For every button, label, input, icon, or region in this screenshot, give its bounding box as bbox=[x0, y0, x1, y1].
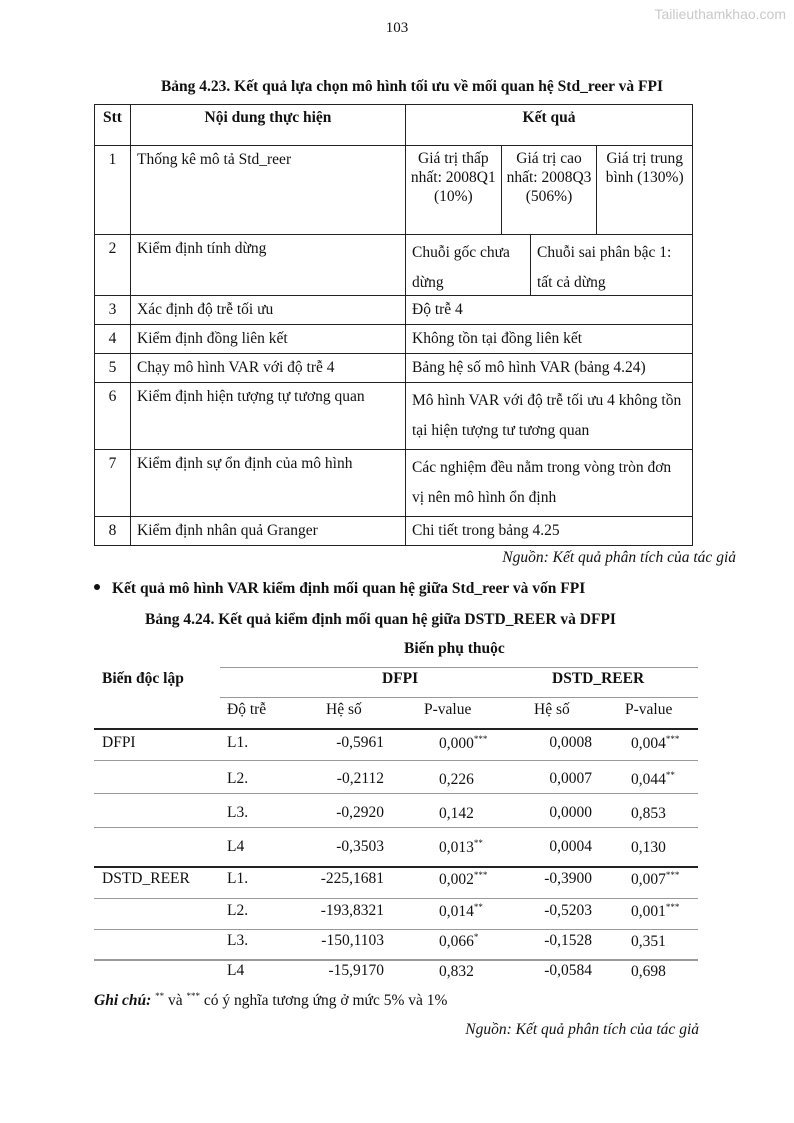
table-row bbox=[95, 146, 693, 235]
stt-cell: 4 bbox=[95, 325, 131, 354]
pvalue-header-dstd-reer: P-value bbox=[625, 701, 673, 718]
note-label: Ghi chú: bbox=[94, 992, 152, 1010]
stt-cell: 1 bbox=[95, 146, 131, 235]
table-note bbox=[94, 991, 447, 1010]
lag-value: L1. bbox=[227, 870, 249, 887]
table-4-24 bbox=[94, 640, 700, 985]
content-cell: Kiểm định tính dừng bbox=[131, 235, 406, 296]
table-4-24-caption: Bảng 4.24. Kết quả kiểm định mối quan hệ giữa DSTD_REER và DFPI bbox=[145, 611, 616, 628]
note-text: có ý nghĩa tương ứng ở mức 5% và 1% bbox=[203, 992, 448, 1010]
pvalue-dfpi: 0,014** bbox=[439, 902, 483, 921]
lag-header: Độ trễ bbox=[227, 701, 267, 718]
independent-variable-label: Biến độc lập bbox=[102, 670, 184, 687]
max-value: Giá trị cao nhất: 2008Q3 (506%) bbox=[501, 146, 597, 234]
group-dfpi-header: DFPI bbox=[382, 670, 419, 687]
pvalue-dfpi: 0,013** bbox=[439, 838, 483, 857]
table-4-23 bbox=[94, 104, 693, 546]
watermark: Tailieuthamkhao.com bbox=[654, 6, 786, 22]
coef-dfpi: -225,1681 bbox=[320, 870, 384, 887]
pvalue-dstd-reer: 0,351 bbox=[631, 933, 666, 951]
pvalue-dfpi: 0,832 bbox=[439, 963, 474, 981]
coef-header-dfpi: Hệ số bbox=[326, 701, 362, 718]
pvalue-dfpi: 0,000*** bbox=[439, 734, 488, 753]
content-cell: Kiểm định sự ổn định của mô hình bbox=[131, 450, 406, 517]
header-result: Kết quả bbox=[406, 105, 693, 146]
table-row bbox=[95, 383, 693, 450]
avg-value: Giá trị trung bình (130%) bbox=[596, 146, 692, 234]
lag-value: L1. bbox=[227, 734, 249, 751]
lag-value: L2. bbox=[227, 902, 249, 919]
coef-dfpi: -0,5961 bbox=[336, 734, 384, 751]
lag-value: L4 bbox=[227, 962, 245, 979]
result-cell: Các nghiệm đều nằm trong vòng tròn đơn vị nên mô hình ổn định bbox=[406, 450, 693, 517]
page-number: 103 bbox=[385, 20, 409, 36]
pvalue-dstd-reer: 0,130 bbox=[631, 839, 666, 857]
table-row bbox=[95, 325, 693, 354]
lag-value: L3. bbox=[227, 932, 249, 949]
pvalue-header-dfpi: P-value bbox=[424, 701, 472, 718]
table-row bbox=[95, 235, 693, 296]
variable-name: DSTD_REER bbox=[102, 870, 190, 887]
content-cell: Kiểm định đồng liên kết bbox=[131, 325, 406, 354]
content-cell: Chạy mô hình VAR với độ trễ 4 bbox=[131, 354, 406, 383]
table-4-23-caption: Bảng 4.23. Kết quả lựa chọn mô hình tối ưu về mối quan hệ Std_reer và FPI bbox=[160, 78, 664, 95]
result-cell: Bảng hệ số mô hình VAR (bảng 4.24) bbox=[406, 354, 693, 383]
pvalue-dstd-reer: 0,698 bbox=[631, 963, 666, 981]
stt-cell: 5 bbox=[95, 354, 131, 383]
pvalue-dstd-reer: 0,001*** bbox=[631, 902, 680, 921]
content-cell: Kiểm định nhân quả Granger bbox=[131, 517, 406, 546]
header-content: Nội dung thực hiện bbox=[131, 105, 406, 146]
pvalue-dfpi: 0,066* bbox=[439, 932, 479, 951]
table-4-24-source: Nguồn: Kết quả phân tích của tác giả bbox=[465, 1021, 699, 1038]
coef-dstd-reer: -0,5203 bbox=[544, 902, 592, 919]
pvalue-dstd-reer: 0,004*** bbox=[631, 734, 680, 753]
coef-dstd-reer: -0,3900 bbox=[544, 870, 592, 887]
coef-dstd-reer: 0,0007 bbox=[549, 770, 592, 787]
content-cell: Kiểm định hiện tượng tự tương quan bbox=[131, 383, 406, 450]
note-mid: và bbox=[168, 992, 183, 1010]
dependent-variable-label: Biến phụ thuộc bbox=[404, 640, 505, 657]
coef-dfpi: -150,1103 bbox=[321, 932, 384, 949]
result-cell bbox=[406, 146, 693, 235]
note-sup-1pct: *** bbox=[186, 991, 201, 1001]
table-row bbox=[95, 517, 693, 546]
stt-cell: 7 bbox=[95, 450, 131, 517]
stt-cell: 8 bbox=[95, 517, 131, 546]
table-row bbox=[95, 450, 693, 517]
coef-dfpi: -0,3503 bbox=[336, 838, 384, 855]
coef-dfpi: -0,2112 bbox=[336, 770, 384, 787]
result-cell: Mô hình VAR với độ trễ tối ưu 4 không tồn tại hiện tượng tư tương quan bbox=[406, 383, 693, 450]
result-cell bbox=[406, 235, 693, 296]
group-dstd-reer-header: DSTD_REER bbox=[552, 670, 645, 687]
table-row bbox=[95, 354, 693, 383]
coef-header-dstd-reer: Hệ số bbox=[534, 701, 570, 718]
content-cell: Thống kê mô tả Std_reer bbox=[131, 146, 406, 235]
differenced-series-result: Chuỗi sai phân bậc 1: tất cả dừng bbox=[530, 235, 692, 295]
bullet-dot bbox=[94, 584, 100, 590]
bullet-heading bbox=[94, 580, 585, 598]
table-4-23-source: Nguồn: Kết quả phân tích của tác giả bbox=[502, 549, 736, 566]
coef-dstd-reer: 0,0008 bbox=[549, 734, 592, 751]
pvalue-dstd-reer: 0,044** bbox=[631, 770, 675, 789]
header-stt: Stt bbox=[95, 105, 131, 146]
coef-dfpi: -15,9170 bbox=[328, 962, 384, 979]
coef-dstd-reer: -0,1528 bbox=[544, 932, 592, 949]
note-sup-5pct: ** bbox=[155, 991, 165, 1001]
coef-dfpi: -0,2920 bbox=[336, 804, 384, 821]
pvalue-dstd-reer: 0,007*** bbox=[631, 870, 680, 889]
pvalue-dfpi: 0,226 bbox=[439, 771, 474, 789]
stt-cell: 6 bbox=[95, 383, 131, 450]
result-cell: Độ trễ 4 bbox=[406, 296, 693, 325]
bullet-heading-text: Kết quả mô hình VAR kiểm định mối quan hệ giữa Std_reer và vốn FPI bbox=[112, 580, 586, 597]
table-row bbox=[95, 296, 693, 325]
lag-value: L4 bbox=[227, 838, 245, 855]
pvalue-dstd-reer: 0,853 bbox=[631, 805, 666, 823]
coef-dfpi: -193,8321 bbox=[320, 902, 384, 919]
min-value: Giá trị thấp nhất: 2008Q1 (10%) bbox=[410, 150, 496, 205]
result-cell: Không tồn tại đồng liên kết bbox=[406, 325, 693, 354]
coef-dstd-reer: -0,0584 bbox=[544, 962, 592, 979]
coef-dstd-reer: 0,0004 bbox=[549, 838, 592, 855]
stt-cell: 2 bbox=[95, 235, 131, 296]
content-cell: Xác định độ trễ tối ưu bbox=[131, 296, 406, 325]
stt-cell: 3 bbox=[95, 296, 131, 325]
lag-value: L2. bbox=[227, 770, 249, 787]
table-header-row bbox=[95, 105, 693, 146]
pvalue-dfpi: 0,002*** bbox=[439, 870, 488, 889]
original-series-result: Chuỗi gốc chưa dừng bbox=[412, 244, 510, 291]
coef-dstd-reer: 0,0000 bbox=[549, 804, 592, 821]
result-cell: Chi tiết trong bảng 4.25 bbox=[406, 517, 693, 546]
lag-value: L3. bbox=[227, 804, 249, 821]
variable-name: DFPI bbox=[102, 734, 136, 751]
pvalue-dfpi: 0,142 bbox=[439, 805, 474, 823]
